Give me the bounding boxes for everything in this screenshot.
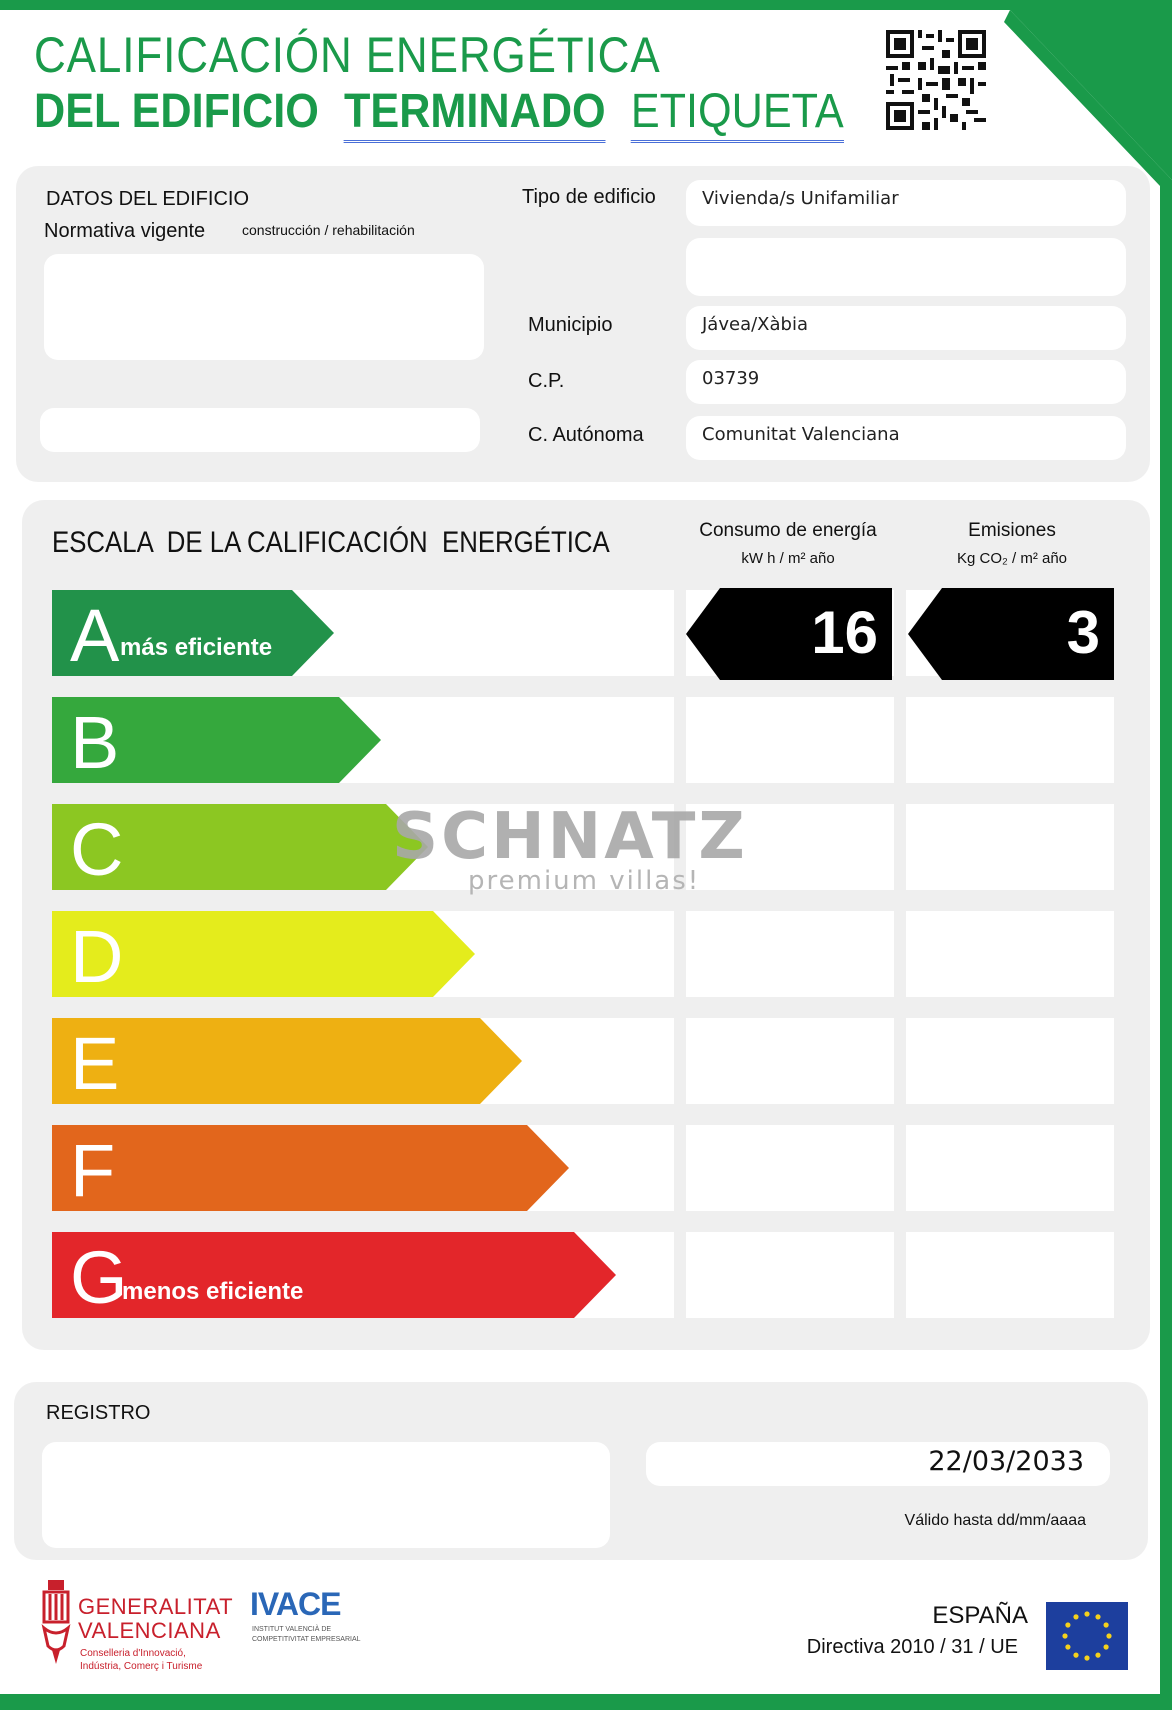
emisiones-cell-c	[906, 804, 1114, 890]
energy-class-d-bar	[52, 911, 475, 998]
energy-class-letter: B	[70, 701, 120, 784]
emisiones-unit: Kg CO₂ / m² año	[956, 550, 1068, 567]
ivace-sub-2: COMPETITIVITAT EMPRESARIAL	[252, 1636, 361, 1643]
emisiones-cell-e	[906, 1018, 1114, 1104]
consumo-cell-e	[686, 1018, 894, 1104]
eu-star	[1104, 1622, 1109, 1627]
generalitat-sub-2: Indústria, Comerç i Turisme	[80, 1661, 203, 1672]
energy-class-g-bar	[52, 1232, 616, 1319]
energy-class-subtitle: más eficiente	[120, 634, 273, 661]
generalitat-line-2: VALENCIANA	[78, 1618, 221, 1643]
valid-until-label: Válido hasta dd/mm/aaaa	[904, 1512, 1086, 1529]
consumo-cell-g	[686, 1232, 894, 1318]
emisiones-value: 3	[1066, 599, 1100, 666]
energy-class-letter: D	[70, 915, 124, 998]
normativa-label: Normativa vigente	[44, 220, 206, 242]
eu-star	[1062, 1633, 1067, 1638]
municipio-field[interactable]	[686, 306, 1126, 350]
emisiones-value-badge	[908, 588, 1114, 680]
watermark-brand: SCHNATZ	[392, 800, 748, 874]
ivace-logo: IVACE	[250, 1586, 341, 1622]
title-part-c: ETIQUETA	[631, 85, 844, 143]
municipio-value: Jávea/Xàbia	[702, 314, 808, 335]
tipo-field-2[interactable]	[686, 238, 1126, 296]
ivace-sub-1: INSTITUT VALENCIÀ DE	[252, 1626, 332, 1633]
eu-star	[1065, 1622, 1070, 1627]
building-section-title: DATOS DEL EDIFICIO	[46, 188, 249, 210]
eu-star	[1095, 1614, 1100, 1619]
normativa-field[interactable]	[44, 254, 484, 360]
emisiones-cell-d	[906, 911, 1114, 997]
tipo-value-2	[686, 246, 702, 267]
normativa-hint: construcción / rehabilitación	[242, 222, 415, 238]
generalitat-line-1: GENERALITAT	[78, 1594, 234, 1619]
watermark-tagline: premium villas!	[468, 866, 701, 896]
title-part-b: TERMINADO	[344, 85, 606, 143]
eu-star	[1104, 1644, 1109, 1649]
generalitat-sub-1: Conselleria d'Innovació,	[80, 1648, 186, 1659]
consumo-unit: kW h / m² año	[741, 550, 835, 567]
consumo-title: Consumo de energía	[699, 520, 877, 541]
emisiones-cell-b	[906, 697, 1114, 783]
extra-value	[40, 416, 56, 437]
country-label: ESPAÑA	[932, 1602, 1028, 1629]
energy-class-letter: A	[70, 594, 120, 677]
extra-field[interactable]	[40, 408, 480, 452]
title-line-1: CALIFICACIÓN ENERGÉTICA	[34, 27, 661, 83]
energy-class-a-bar	[52, 590, 334, 677]
registro-title: REGISTRO	[46, 1402, 151, 1424]
municipio-label: Municipio	[528, 314, 613, 336]
energy-class-e-bar	[52, 1018, 522, 1105]
consumo-value-badge	[686, 588, 892, 680]
eu-flag-icon	[1046, 1602, 1128, 1670]
cp-label: C.P.	[528, 370, 565, 392]
valid-date-value: 22/03/2033	[928, 1446, 1084, 1477]
energy-class-letter: G	[70, 1236, 128, 1319]
emisiones-cell-g	[906, 1232, 1114, 1318]
cp-field[interactable]	[686, 360, 1126, 404]
normativa-value	[44, 262, 60, 283]
emisiones-title: Emisiones	[968, 520, 1056, 541]
tipo-field[interactable]	[686, 180, 1126, 226]
emisiones-cell-f	[906, 1125, 1114, 1211]
energy-class-b-bar	[52, 697, 381, 784]
tipo-label: Tipo de edificio	[522, 186, 656, 208]
autonoma-field[interactable]	[686, 416, 1126, 460]
eu-star	[1073, 1614, 1078, 1619]
consumo-value: 16	[811, 599, 878, 666]
directive-label: Directiva 2010 / 31 / UE	[806, 1636, 1018, 1658]
registro-value	[42, 1450, 58, 1471]
title-line-2	[34, 84, 844, 139]
energy-class-f-bar	[52, 1125, 569, 1212]
eu-star	[1084, 1655, 1089, 1660]
consumo-cell-b	[686, 697, 894, 783]
eu-star	[1095, 1653, 1100, 1658]
title-part-a: DEL EDIFICIO	[34, 85, 319, 138]
energy-class-letter: F	[70, 1129, 116, 1212]
eu-star	[1065, 1644, 1070, 1649]
autonoma-label: C. Autónoma	[528, 424, 644, 446]
consumo-cell-d	[686, 911, 894, 997]
energy-class-subtitle: menos eficiente	[122, 1278, 304, 1305]
eu-star	[1106, 1633, 1111, 1638]
consumo-cell-f	[686, 1125, 894, 1211]
autonoma-value: Comunitat Valenciana	[702, 424, 900, 445]
generalitat-crest-icon	[40, 1580, 72, 1664]
energy-class-letter: E	[70, 1022, 120, 1105]
eu-star	[1084, 1611, 1089, 1616]
tipo-value: Vivienda/s Unifamiliar	[702, 188, 899, 209]
energy-class-letter: C	[70, 808, 124, 891]
cp-value: 03739	[702, 368, 760, 389]
qr-code-icon[interactable]	[886, 30, 986, 130]
eu-star	[1073, 1653, 1078, 1658]
registro-field[interactable]	[42, 1442, 610, 1548]
energy-class-c-bar	[52, 804, 428, 891]
scale-title: ESCALA DE LA CALIFICACIÓN ENERGÉTICA	[52, 526, 610, 559]
